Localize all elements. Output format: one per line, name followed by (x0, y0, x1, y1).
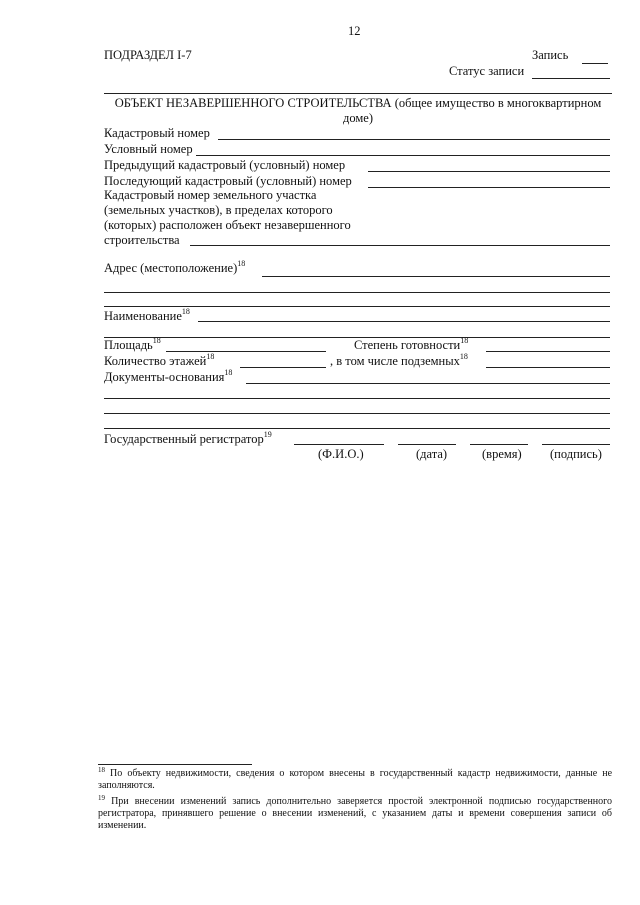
land-plot-label-3: (которых) расположен объект незавершенного (104, 218, 351, 232)
title-rule (104, 93, 612, 94)
documents-field-line4[interactable] (104, 428, 610, 429)
land-plot-label-2: (земельных участков), в пределах которого (104, 203, 333, 217)
readiness-field[interactable] (486, 351, 610, 352)
caption-date: (дата) (416, 447, 448, 461)
status-field[interactable] (532, 78, 610, 79)
page-number: 12 (348, 24, 361, 38)
address-field[interactable] (262, 276, 610, 277)
floors-field[interactable] (240, 367, 326, 368)
footnote-rule (98, 764, 252, 765)
caption-fio: (Ф.И.О.) (318, 447, 364, 461)
land-plot-label-1: Кадастровый номер земельного участка (104, 188, 317, 202)
name-rule-above (104, 306, 610, 307)
status-label: Статус записи (449, 64, 525, 78)
documents-field[interactable] (246, 383, 610, 384)
cadastral-number-label: Кадастровый номер (104, 126, 210, 140)
caption-time: (время) (482, 447, 522, 461)
address-label: Адрес (местоположение)$^{18}$ (104, 259, 246, 275)
form-title: ОБЪЕКТ НЕЗАВЕРШЕННОГО СТРОИТЕЛЬСТВА (общее имущество в многоквартирном доме) (114, 96, 602, 125)
registrar-sign-field[interactable] (542, 444, 610, 445)
area-label: Площадь$^{18}$ (104, 336, 161, 352)
land-plot-field[interactable] (190, 245, 610, 246)
conditional-number-field[interactable] (196, 155, 610, 156)
land-plot-label-4: строительства (104, 233, 180, 247)
record-field[interactable] (582, 63, 608, 64)
address-field-line2[interactable] (104, 292, 610, 293)
conditional-number-label: Условный номер (104, 142, 193, 156)
documents-field-line2[interactable] (104, 398, 610, 399)
caption-signature: (подпись) (550, 447, 602, 461)
floors-label: Количество этажей$^{18}$ (104, 352, 215, 368)
underground-field[interactable] (486, 367, 610, 368)
registrar-date-field[interactable] (398, 444, 456, 445)
registrar-time-field[interactable] (470, 444, 528, 445)
section-heading: ПОДРАЗДЕЛ I-7 (104, 48, 192, 62)
name-label: Наименование$^{18}$ (104, 307, 190, 323)
previous-number-label: Предыдущий кадастровый (условный) номер (104, 158, 346, 172)
area-field[interactable] (166, 351, 326, 352)
record-label: Запись (532, 48, 569, 62)
registrar-fio-field[interactable] (294, 444, 384, 445)
footnote-18: $^{18}$ По объекту недвижимости, сведения о котором внесены в государственный кадастр недвижимости, данные не заполняются. (98, 766, 613, 791)
name-field[interactable] (198, 321, 610, 322)
footnote-19: $^{19}$ При внесении изменений запись дополнительно заверяется простой электронной подписью государственного регистратора, принявшего решение о внесении изменений, с указанием даты и времени совершения записи об изменении. (98, 794, 612, 831)
previous-number-field[interactable] (368, 171, 610, 172)
readiness-label: Степень готовности$^{18}$ (354, 336, 469, 352)
documents-label: Документы-основания$^{18}$ (104, 368, 233, 384)
next-number-field[interactable] (368, 187, 610, 188)
underground-label: , в том числе подземных$^{18}$ (330, 352, 468, 368)
next-number-label: Последующий кадастровый (условный) номер (104, 174, 352, 188)
registrar-label: Государственный регистратор$^{19}$ (104, 430, 272, 446)
documents-field-line3[interactable] (104, 413, 610, 414)
cadastral-number-field[interactable] (218, 139, 610, 140)
